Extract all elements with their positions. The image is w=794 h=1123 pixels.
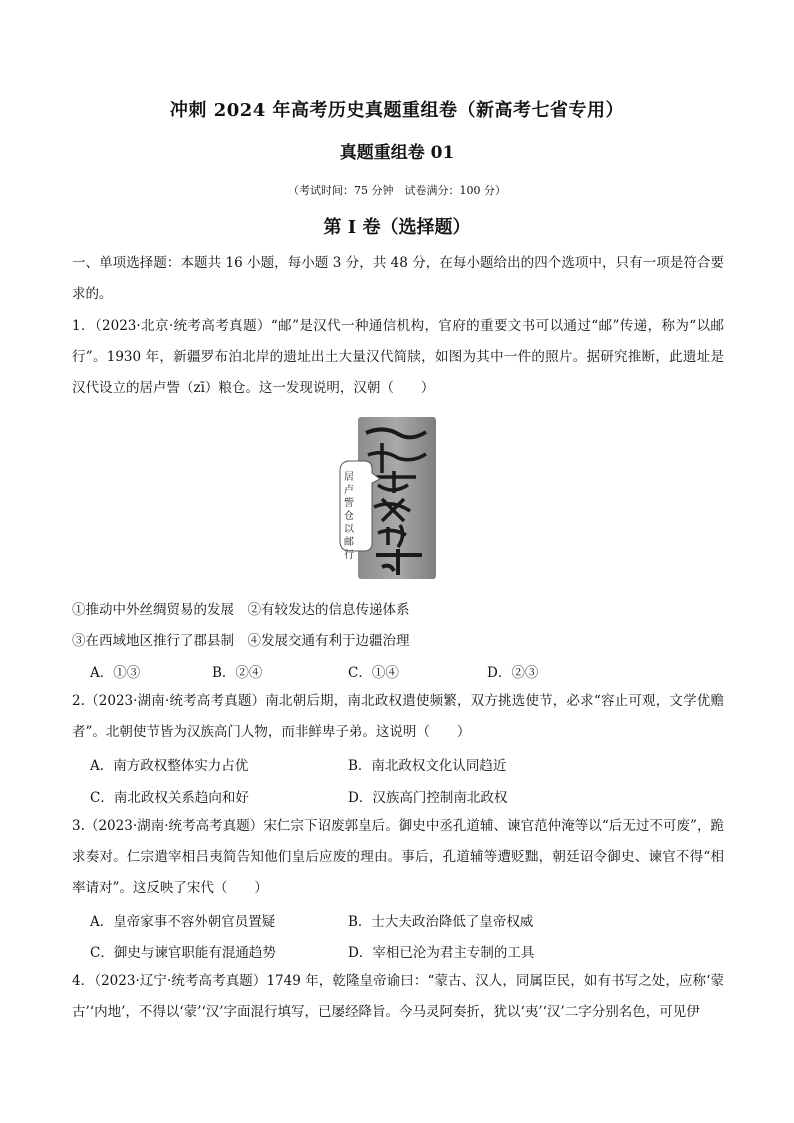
bamboo-slip-figure <box>338 415 438 581</box>
question-1-statement-2: ③在西域地区推行了郡县制 ④发展交通有利于边疆治理 <box>72 633 410 649</box>
section-instructions: 一、单项选择题：本题共 16 小题，每小题 3 分，共 48 分，在每小题给出的四个选项中，只有一项是符合要求的。 <box>72 255 724 302</box>
page-subtitle: 真题重组卷 01 <box>339 143 455 163</box>
question-1-option-d[interactable]: D．②③ <box>487 665 539 681</box>
question-3-stem: 3.（2023·湖南·统考高考真题）宋仁宗下诏废郭皇后。御史中丞孔道辅、谏官范仲淹等以“后无过不可废”，跪求奏对。仁宗遣宰相吕夷简告知他们皇后应废的理由。事后，孔道辅等遭贬黜，朝廷诏令御史、谏官不得“相率请对”。这反映了宋代（ ） <box>72 818 724 896</box>
question-1-option-b[interactable]: B．②④ <box>212 665 263 681</box>
question-3-option-a[interactable]: A．皇帝家事不容外朝官员置疑 <box>90 914 276 930</box>
question-2-option-d[interactable]: D．汉族高门控制南北政权 <box>348 790 508 806</box>
question-2-option-a[interactable]: A．南方政权整体实力占优 <box>90 758 249 774</box>
question-3-option-d[interactable]: D．宰相已沦为君主专制的工具 <box>348 945 535 961</box>
exam-info: （考试时间：75 分钟 试卷满分：100 分） <box>288 184 506 197</box>
question-1-option-c[interactable]: C．①④ <box>348 665 399 681</box>
question-1-statement-1: ①推动中外丝绸贸易的发展 ②有较发达的信息传递体系 <box>72 602 410 618</box>
question-2-option-b[interactable]: B．南北政权文化认同趋近 <box>348 758 507 774</box>
question-2-option-c[interactable]: C．南北政权关系趋向和好 <box>90 790 249 806</box>
page-title: 冲刺 2024 年高考历史真题重组卷（新高考七省专用） <box>169 100 625 121</box>
question-3-option-c[interactable]: C．御史与谏官职能有混通趋势 <box>90 945 276 961</box>
question-2-stem: 2.（2023·湖南·统考高考真题）南北朝后期，南北政权遣使频繁，双方挑选使节，必求“容止可观，文学优赡者”。北朝使节皆为汉族高门人物，而非鲜卑子弟。这说明（ ） <box>72 693 724 740</box>
question-4-stem: 4．（2023·辽宁·统考高考真题）1749 年，乾隆皇帝谕曰：“蒙古、汉人，同属臣民，如有书写之处，应称‘蒙古’‘内地’，不得以‘蒙’‘汉’字面混行填写，已屡经降旨。今马灵阿奏折，犹以‘夷’‘汉’二字分别名色，可见伊 <box>72 973 724 1020</box>
question-3-option-b[interactable]: B．士大夫政治降低了皇帝权威 <box>348 914 534 930</box>
question-1-option-a[interactable]: A．①③ <box>90 665 141 681</box>
section-title: 第 I 卷（选择题） <box>323 217 471 238</box>
figure-caption: 居卢訾仓以邮行 <box>344 472 354 561</box>
question-1-stem: 1．（2023·北京·统考高考真题）“邮”是汉代一种通信机构，官府的重要文书可以通过“邮”传递，称为“以邮行”。1930 年，新疆罗布泊北岸的遗址出土大量汉代简牍，如图为其中一件的照片。据研究推断，此遗址是汉代设立的居卢訾（zī）粮仓。这一发现说明，汉朝（ ） <box>72 318 724 396</box>
